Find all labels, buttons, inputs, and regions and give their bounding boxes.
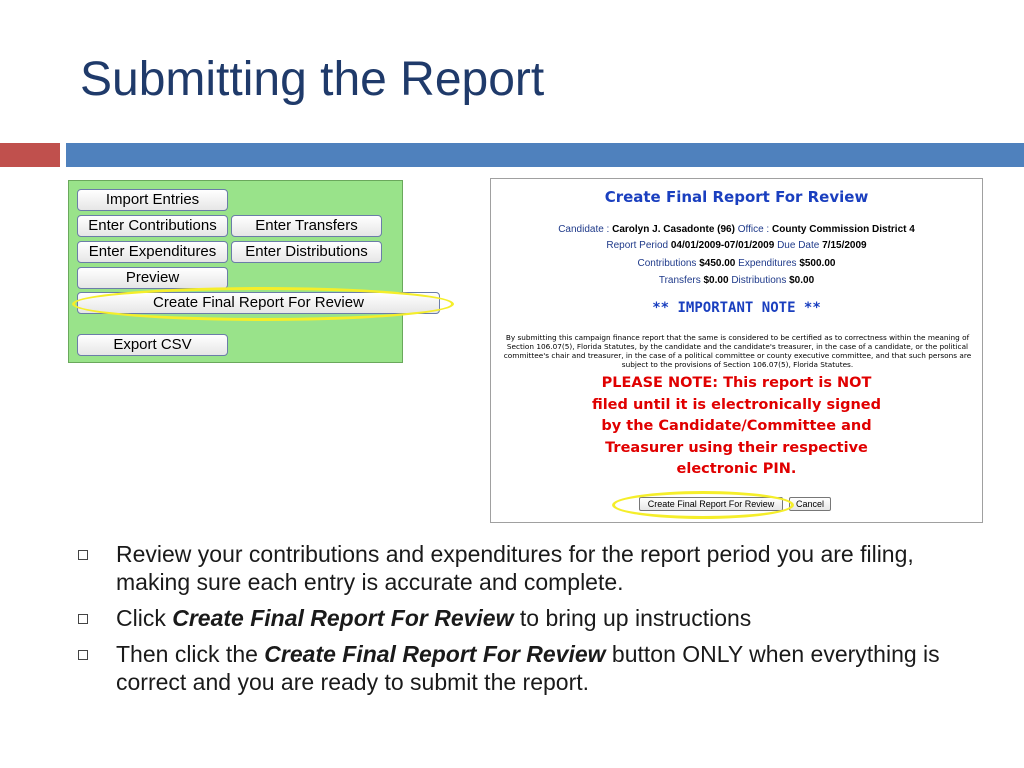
bullet-text-post: button ONLY when everything is correct and you are ready to submit the report. [116,641,940,695]
bullet-item [78,640,978,696]
totals-line [491,258,982,269]
important-note-heading: ** IMPORTANT NOTE ** [652,300,821,316]
cancel-button[interactable]: Cancel [789,497,831,511]
please-note-line: Treasurer using their respective [605,439,868,456]
enter-contributions-button[interactable]: Enter Contributions [77,215,228,237]
contributions-label: Contributions [637,258,697,269]
due-date-value: 7/15/2009 [822,240,867,251]
office-value: County Commission District 4 [772,224,915,235]
bullet-marker [78,614,88,624]
distributions-label: Distributions [731,275,787,286]
create-final-report-submit-button[interactable]: Create Final Report For Review [639,497,783,511]
please-note-line: electronic PIN. [676,461,797,477]
highlight-ellipse [612,491,794,519]
bullet-text: Review your contributions and expenditures for the report period you are filing, making sure each entry is accurate and complete. [116,541,914,595]
candidate-value: Carolyn J. Casadonte (96) [612,224,735,235]
bullet-list [78,540,978,704]
bullet-marker [78,650,88,660]
report-period-label: Report Period [606,240,669,251]
enter-expenditures-button[interactable]: Enter Expenditures [77,241,228,263]
accent-bar-red [0,143,60,167]
review-title: Create Final Report For Review [604,188,869,206]
please-note-block [491,373,982,481]
transfers-line [491,275,982,286]
preview-button[interactable]: Preview [77,267,228,289]
contributions-value: $450.00 [699,258,736,269]
review-screen [490,178,983,523]
bullet-item [78,540,978,596]
bullet-emphasis: Create Final Report For Review [264,641,606,667]
transfers-value: $0.00 [703,275,729,286]
please-note-line: filed until it is electronically signed [591,396,882,413]
transfers-label: Transfers [658,275,701,286]
create-final-report-button[interactable]: Create Final Report For Review [77,292,440,314]
bullet-marker [78,550,88,560]
import-entries-button[interactable]: Import Entries [77,189,228,211]
highlight-ellipse [72,287,454,321]
office-label: Office : [737,224,770,235]
distributions-value: $0.00 [789,275,815,286]
accent-bar-blue [66,143,1024,167]
bullet-text-pre: Click [116,605,173,631]
report-period-value: 04/01/2009-07/01/2009 [670,240,775,251]
enter-transfers-button[interactable]: Enter Transfers [231,215,382,237]
expenditures-label: Expenditures [738,258,797,269]
slide-title: Submitting the Report [80,53,545,106]
candidate-label: Candidate : [558,224,610,235]
export-csv-button[interactable]: Export CSV [77,334,228,356]
candidate-line [491,224,982,235]
bullet-text-post: to bring up instructions [513,605,752,631]
bullet-emphasis: Create Final Report For Review [172,605,514,631]
bullet-text-pre: Then click the [116,641,265,667]
please-note-line: PLEASE NOTE: This report is NOT [601,375,872,391]
expenditures-value: $500.00 [799,258,836,269]
enter-distributions-button[interactable]: Enter Distributions [231,241,382,263]
please-note-line: by the Candidate/Committee and [601,418,872,434]
certification-text: By submitting this campaign finance report that the same is considered to be certified as to correctness within the meaning of Section 106.07(5), Florida Statutes, by the candidate and the candidate's treasurer, in the case of a candidate, or the political committee's chair and treasurer, in the case of a political committee or county executive committee, and that such persons are subject to the provisions of Section 106.07(5), Florida Statutes. [503,333,972,369]
due-date-label: Due Date [777,240,820,251]
bullet-item [78,604,978,632]
period-line [491,240,982,251]
